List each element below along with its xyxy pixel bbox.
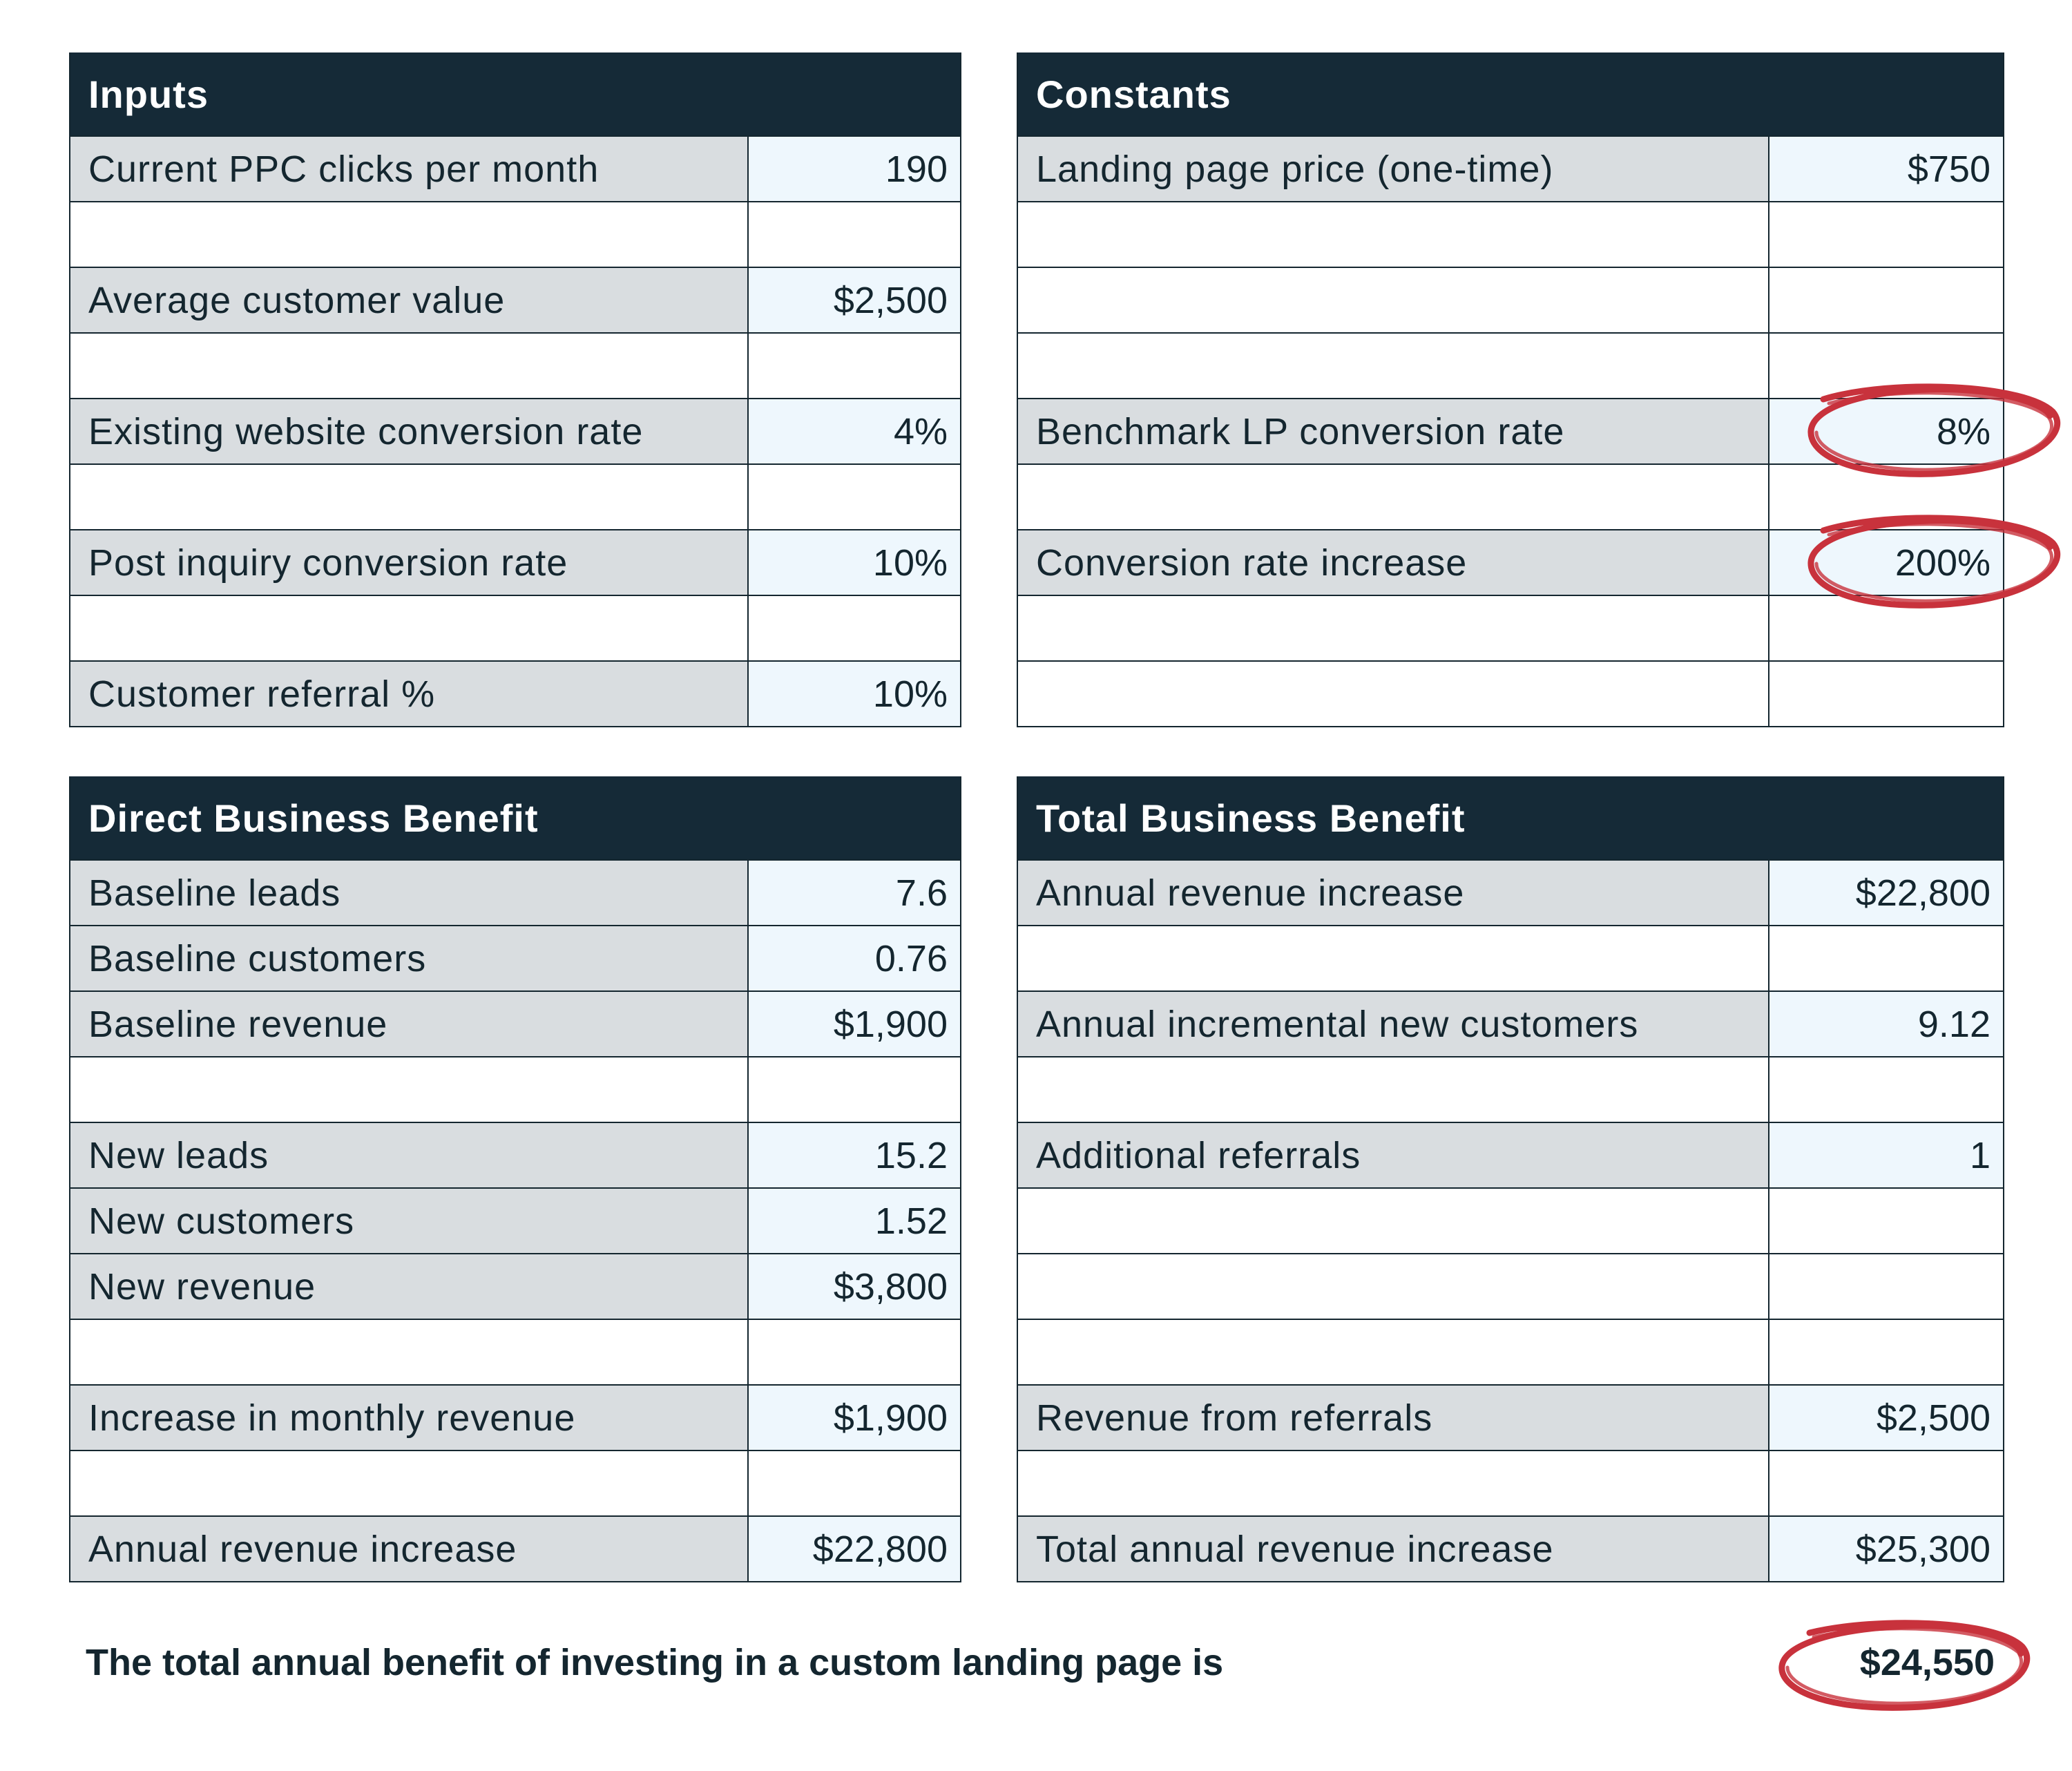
row-value: [1769, 1254, 2003, 1319]
row-value: [1769, 465, 2003, 529]
row-value: [1769, 334, 2003, 398]
row-value: 0.76: [749, 926, 960, 990]
direct-business-benefit-table: [69, 776, 961, 1582]
row-value: [1769, 268, 2003, 332]
table-row: [1018, 135, 2003, 201]
empty-table-row: [1018, 1450, 2003, 1515]
table-row: [70, 660, 960, 726]
row-label: Increase in monthly revenue: [70, 1386, 749, 1450]
empty-table-row: [1018, 1253, 2003, 1319]
empty-table-row: [1018, 463, 2003, 529]
row-label: [1018, 926, 1769, 990]
total-business-benefit-table: [1017, 776, 2004, 1582]
row-label: Landing page price (one-time): [1018, 137, 1769, 201]
row-label: [1018, 268, 1769, 332]
empty-table-row: [1018, 1187, 2003, 1253]
empty-table-row: [70, 332, 960, 398]
row-value: [1769, 926, 2003, 990]
row-value: $22,800: [1769, 861, 2003, 925]
row-label: Baseline customers: [70, 926, 749, 990]
row-value: [1769, 1057, 2003, 1122]
row-value: 1.52: [749, 1189, 960, 1253]
row-value: [749, 1451, 960, 1515]
row-value: [749, 1320, 960, 1384]
direct-business-benefit-header: Direct Business Benefit: [70, 776, 960, 859]
empty-table-row: [70, 1450, 960, 1515]
row-label: New customers: [70, 1189, 749, 1253]
empty-table-row: [1018, 660, 2003, 726]
row-value: 200%: [1769, 530, 2003, 595]
row-value: $2,500: [1769, 1386, 2003, 1450]
row-label: Benchmark LP conversion rate: [1018, 399, 1769, 463]
row-value: [1769, 1320, 2003, 1384]
row-label: Annual revenue increase: [70, 1517, 749, 1581]
table-row: [70, 990, 960, 1056]
row-value: [1769, 1189, 2003, 1253]
row-label: [1018, 662, 1769, 726]
row-label: [70, 1451, 749, 1515]
table-row: [1018, 990, 2003, 1056]
constants-header: Constants: [1018, 52, 2003, 135]
row-label: Post inquiry conversion rate: [70, 530, 749, 595]
row-value: [1769, 596, 2003, 660]
row-label: [1018, 334, 1769, 398]
table-row: [70, 1122, 960, 1187]
row-label: Current PPC clicks per month: [70, 137, 749, 201]
table-row: [70, 1515, 960, 1581]
table-row: [1018, 529, 2003, 595]
empty-table-row: [1018, 332, 2003, 398]
constants-table: [1017, 52, 2004, 727]
row-value: $1,900: [749, 992, 960, 1056]
row-value: $1,900: [749, 1386, 960, 1450]
row-value: $25,300: [1769, 1517, 2003, 1581]
row-value: 1: [1769, 1123, 2003, 1187]
row-value: 8%: [1769, 399, 2003, 463]
row-value: 10%: [749, 662, 960, 726]
row-value: 15.2: [749, 1123, 960, 1187]
row-value: [1769, 1451, 2003, 1515]
row-value: $750: [1769, 137, 2003, 201]
total-business-benefit-header: Total Business Benefit: [1018, 776, 2003, 859]
row-label: [70, 1320, 749, 1384]
row-value: $2,500: [749, 268, 960, 332]
row-label: [1018, 202, 1769, 267]
table-row: [70, 1384, 960, 1450]
row-label: Revenue from referrals: [1018, 1386, 1769, 1450]
row-value: [1769, 662, 2003, 726]
empty-table-row: [1018, 267, 2003, 332]
summary-total-value: $24,550: [1859, 1642, 1995, 1683]
row-label: [70, 465, 749, 529]
row-value: [749, 465, 960, 529]
inputs-header: Inputs: [70, 52, 960, 135]
table-row: [1018, 1384, 2003, 1450]
row-value: [749, 202, 960, 267]
row-label: [1018, 596, 1769, 660]
row-label: Baseline leads: [70, 861, 749, 925]
row-label: Annual revenue increase: [1018, 861, 1769, 925]
row-label: [70, 202, 749, 267]
row-label: [70, 596, 749, 660]
row-value: $22,800: [749, 1517, 960, 1581]
table-row: [70, 529, 960, 595]
empty-table-row: [1018, 595, 2003, 660]
row-label: [70, 1057, 749, 1122]
row-value: [749, 334, 960, 398]
table-row: [70, 1187, 960, 1253]
table-row: [1018, 398, 2003, 463]
summary-statement: The total annual benefit of investing in a custom landing page is: [86, 1642, 1224, 1683]
row-label: [1018, 1451, 1769, 1515]
row-label: Total annual revenue increase: [1018, 1517, 1769, 1581]
row-value: 9.12: [1769, 992, 2003, 1056]
row-value: [1769, 202, 2003, 267]
row-value: [749, 596, 960, 660]
row-label: Baseline revenue: [70, 992, 749, 1056]
table-row: [1018, 859, 2003, 925]
row-label: [1018, 1254, 1769, 1319]
row-label: Existing website conversion rate: [70, 399, 749, 463]
row-value: 7.6: [749, 861, 960, 925]
row-label: [1018, 1189, 1769, 1253]
empty-table-row: [1018, 1056, 2003, 1122]
empty-table-row: [70, 463, 960, 529]
row-value: 4%: [749, 399, 960, 463]
empty-table-row: [1018, 201, 2003, 267]
row-value: [749, 1057, 960, 1122]
row-value: 190: [749, 137, 960, 201]
row-label: [1018, 1057, 1769, 1122]
table-row: [70, 135, 960, 201]
row-label: New revenue: [70, 1254, 749, 1319]
row-label: [1018, 465, 1769, 529]
row-label: Additional referrals: [1018, 1123, 1769, 1187]
empty-table-row: [1018, 925, 2003, 990]
empty-table-row: [70, 1056, 960, 1122]
empty-table-row: [1018, 1319, 2003, 1384]
row-label: Average customer value: [70, 268, 749, 332]
row-label: Annual incremental new customers: [1018, 992, 1769, 1056]
table-row: [1018, 1122, 2003, 1187]
table-row: [70, 267, 960, 332]
empty-table-row: [70, 201, 960, 267]
inputs-table: [69, 52, 961, 727]
table-row: [70, 859, 960, 925]
row-value: $3,800: [749, 1254, 960, 1319]
empty-table-row: [70, 595, 960, 660]
table-row: [70, 398, 960, 463]
row-label: [70, 334, 749, 398]
row-label: Conversion rate increase: [1018, 530, 1769, 595]
empty-table-row: [70, 1319, 960, 1384]
table-row: [1018, 1515, 2003, 1581]
table-row: [70, 1253, 960, 1319]
row-label: New leads: [70, 1123, 749, 1187]
row-label: Customer referral %: [70, 662, 749, 726]
row-label: [1018, 1320, 1769, 1384]
row-value: 10%: [749, 530, 960, 595]
table-row: [70, 925, 960, 990]
